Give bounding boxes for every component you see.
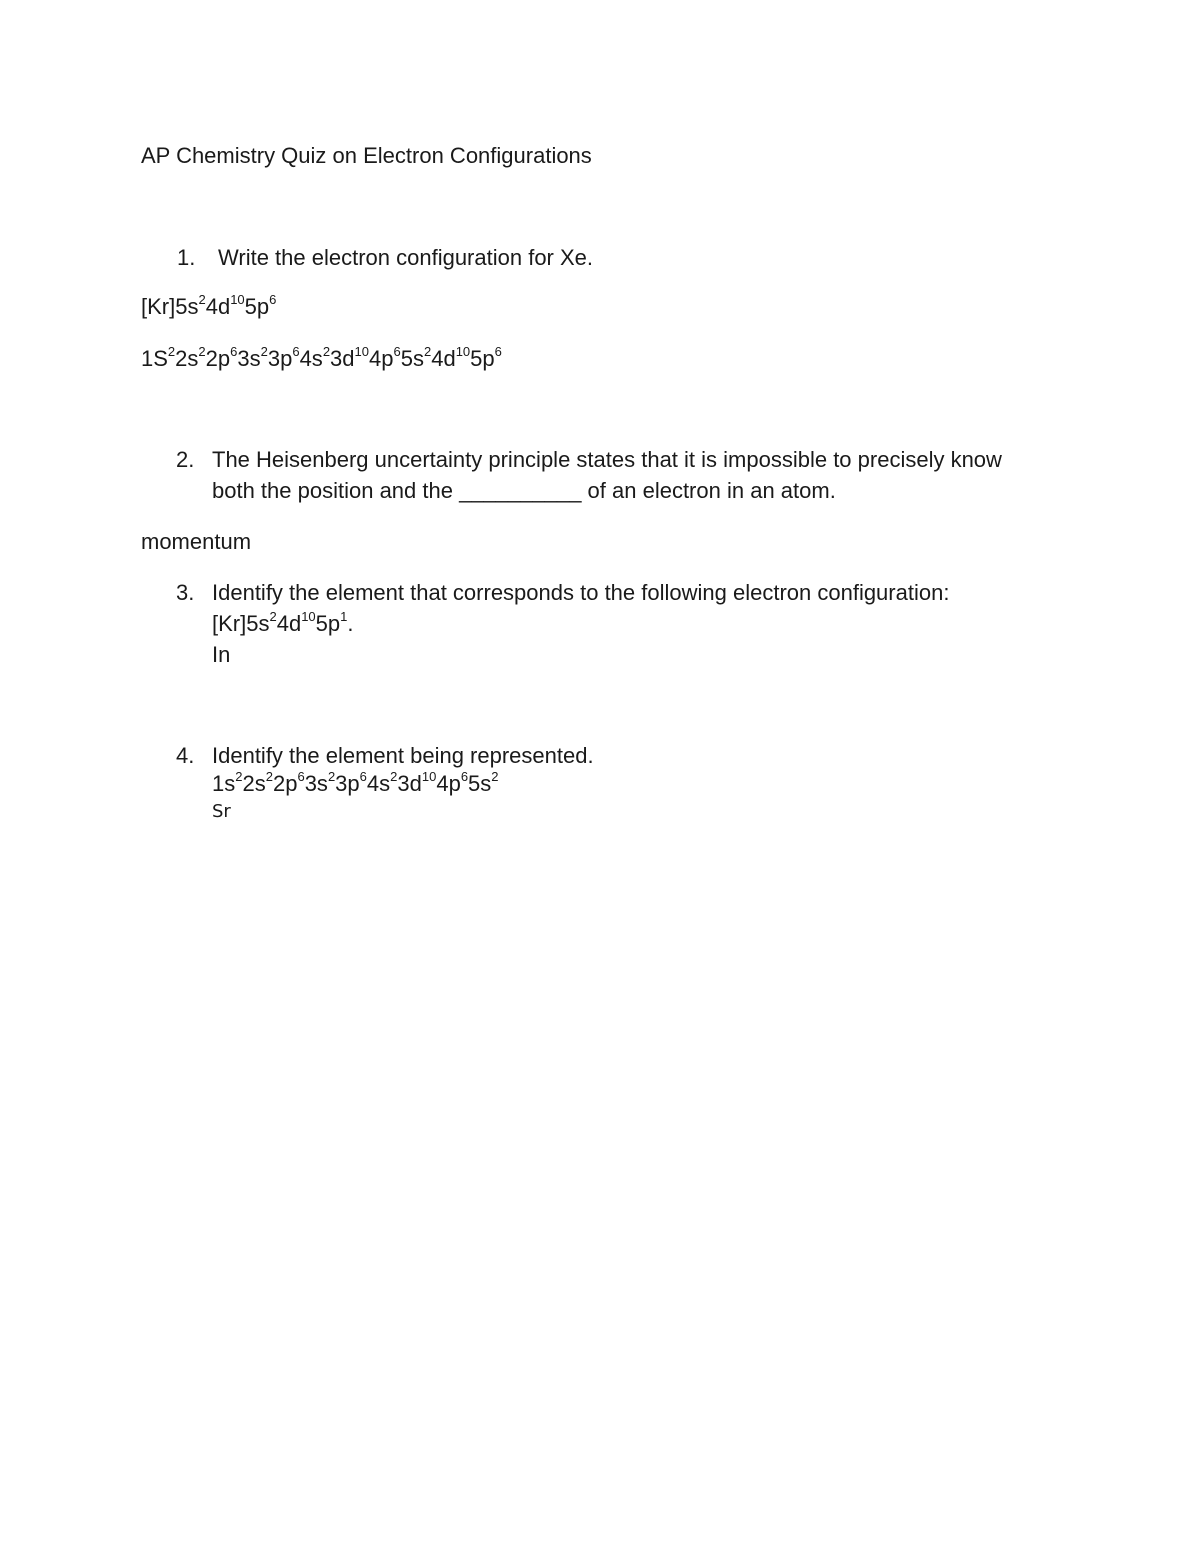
superscript: 10 — [230, 291, 245, 307]
superscript: 10 — [354, 343, 369, 359]
question-2-number: 2. — [176, 447, 195, 472]
superscript: 2 — [269, 608, 277, 624]
superscript: 2 — [260, 343, 268, 359]
superscript: 6 — [230, 343, 238, 359]
superscript: 2 — [423, 343, 432, 359]
question-2-text-line-2: both the position and the __________ of an electron in an atom. — [212, 478, 836, 503]
question-2-answer: momentum — [141, 529, 252, 554]
superscript: 6 — [494, 343, 502, 359]
superscript: 6 — [460, 768, 469, 784]
question-3-text: Identify the element that corresponds to the following electron configuration: — [212, 580, 950, 605]
superscript: 6 — [292, 343, 300, 359]
superscript: 6 — [297, 768, 305, 784]
question-4-answer: Sr — [212, 801, 231, 822]
superscript: 2 — [491, 768, 499, 784]
question-1-text: Write the electron configuration for Xe. — [218, 245, 594, 270]
superscript: 10 — [455, 343, 471, 359]
superscript: 6 — [269, 291, 277, 307]
question-2-text-line-1: The Heisenberg uncertainty principle states that it is impossible to precisely know — [212, 447, 1002, 472]
question-4-number: 4. — [176, 743, 195, 768]
question-3-configuration: $[Kr]5s^24d^{10}5p^1$. — [212, 608, 354, 636]
superscript: 2 — [167, 343, 176, 359]
superscript: 2 — [327, 768, 336, 784]
superscript: 10 — [421, 768, 437, 784]
question-1-answer-short: $[Kr]5s^24d^{10}5p^6$ — [141, 291, 277, 319]
superscript: 2 — [390, 768, 398, 784]
superscript: 1 — [340, 608, 348, 624]
superscript: 6 — [393, 343, 401, 359]
superscript: 2 — [198, 343, 206, 359]
question-4-configuration: $1s^22s^22p^63s^23p^64s^23d^{10}4p^65s^2$ — [212, 768, 499, 796]
question-4-text: Identify the element being represented. — [212, 743, 594, 768]
superscript: 2 — [198, 291, 206, 307]
question-1-number: 1. — [177, 245, 196, 270]
superscript: 2 — [265, 768, 273, 784]
superscript: 2 — [322, 343, 331, 359]
superscript: 6 — [359, 768, 367, 784]
question-3-answer: In — [212, 642, 231, 667]
superscript: 10 — [301, 608, 316, 624]
superscript: 2 — [235, 768, 243, 784]
question-1-answer-full: $1S^22s^22p^63s^23p^64s^23d^{10}4p^65s^24d^{10}5p^6$ — [141, 343, 502, 371]
page-title: AP Chemistry Quiz on Electron Configurations — [141, 143, 592, 168]
question-3-number: 3. — [176, 580, 195, 605]
